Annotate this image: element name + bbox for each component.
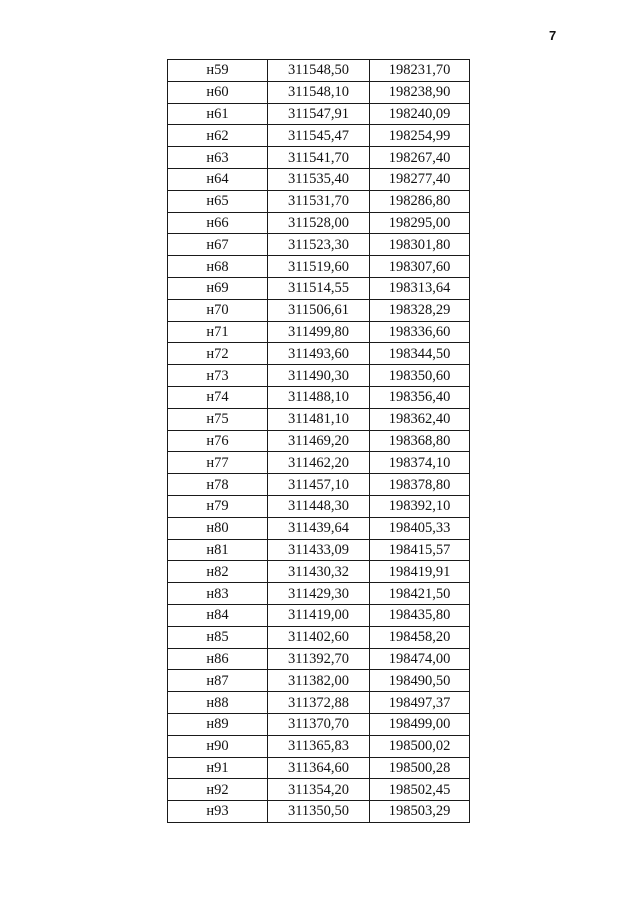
x-coordinate-cell: 311548,50	[268, 60, 370, 82]
x-coordinate-cell: 311364,60	[268, 757, 370, 779]
point-id-cell: н74	[168, 386, 268, 408]
y-coordinate-cell: 198490,50	[370, 670, 470, 692]
y-coordinate-cell: 198458,20	[370, 626, 470, 648]
y-coordinate-cell: 198392,10	[370, 495, 470, 517]
table-row	[168, 277, 470, 299]
y-coordinate-cell: 198356,40	[370, 386, 470, 408]
y-coordinate-cell: 198301,80	[370, 234, 470, 256]
point-id-cell: н60	[168, 81, 268, 103]
y-coordinate-cell: 198378,80	[370, 474, 470, 496]
table-row	[168, 212, 470, 234]
x-coordinate-cell: 311382,00	[268, 670, 370, 692]
x-coordinate-cell: 311433,09	[268, 539, 370, 561]
point-id-cell: н65	[168, 190, 268, 212]
y-coordinate-cell: 198362,40	[370, 408, 470, 430]
x-coordinate-cell: 311490,30	[268, 365, 370, 387]
x-coordinate-cell: 311545,47	[268, 125, 370, 147]
y-coordinate-cell: 198502,45	[370, 779, 470, 801]
point-id-cell: н61	[168, 103, 268, 125]
x-coordinate-cell: 311462,20	[268, 452, 370, 474]
point-id-cell: н86	[168, 648, 268, 670]
y-coordinate-cell: 198254,99	[370, 125, 470, 147]
point-id-cell: н93	[168, 801, 268, 823]
point-id-cell: н70	[168, 299, 268, 321]
x-coordinate-cell: 311548,10	[268, 81, 370, 103]
y-coordinate-cell: 198421,50	[370, 583, 470, 605]
x-coordinate-cell: 311372,88	[268, 692, 370, 714]
table-row	[168, 190, 470, 212]
point-id-cell: н75	[168, 408, 268, 430]
table-row	[168, 561, 470, 583]
x-coordinate-cell: 311439,64	[268, 517, 370, 539]
point-id-cell: н63	[168, 147, 268, 169]
x-coordinate-cell: 311370,70	[268, 713, 370, 735]
table-row	[168, 495, 470, 517]
point-id-cell: н89	[168, 713, 268, 735]
table-row	[168, 626, 470, 648]
table-row	[168, 604, 470, 626]
x-coordinate-cell: 311392,70	[268, 648, 370, 670]
table-row	[168, 168, 470, 190]
x-coordinate-cell: 311354,20	[268, 779, 370, 801]
point-id-cell: н81	[168, 539, 268, 561]
y-coordinate-cell: 198499,00	[370, 713, 470, 735]
x-coordinate-cell: 311481,10	[268, 408, 370, 430]
table-row	[168, 430, 470, 452]
point-id-cell: н62	[168, 125, 268, 147]
y-coordinate-cell: 198313,64	[370, 277, 470, 299]
coordinates-table-body	[168, 60, 470, 823]
table-row	[168, 735, 470, 757]
y-coordinate-cell: 198336,60	[370, 321, 470, 343]
y-coordinate-cell: 198500,28	[370, 757, 470, 779]
y-coordinate-cell: 198240,09	[370, 103, 470, 125]
table-row	[168, 539, 470, 561]
y-coordinate-cell: 198405,33	[370, 517, 470, 539]
x-coordinate-cell: 311493,60	[268, 343, 370, 365]
x-coordinate-cell: 311523,30	[268, 234, 370, 256]
table-row	[168, 321, 470, 343]
table-row	[168, 452, 470, 474]
coordinates-table	[167, 59, 470, 823]
x-coordinate-cell: 311430,32	[268, 561, 370, 583]
y-coordinate-cell: 198344,50	[370, 343, 470, 365]
x-coordinate-cell: 311429,30	[268, 583, 370, 605]
point-id-cell: н87	[168, 670, 268, 692]
table-row	[168, 583, 470, 605]
x-coordinate-cell: 311514,55	[268, 277, 370, 299]
x-coordinate-cell: 311541,70	[268, 147, 370, 169]
point-id-cell: н69	[168, 277, 268, 299]
y-coordinate-cell: 198503,29	[370, 801, 470, 823]
point-id-cell: н80	[168, 517, 268, 539]
point-id-cell: н92	[168, 779, 268, 801]
y-coordinate-cell: 198374,10	[370, 452, 470, 474]
table-row	[168, 256, 470, 278]
y-coordinate-cell: 198267,40	[370, 147, 470, 169]
x-coordinate-cell: 311365,83	[268, 735, 370, 757]
y-coordinate-cell: 198238,90	[370, 81, 470, 103]
point-id-cell: н72	[168, 343, 268, 365]
table-row	[168, 692, 470, 714]
x-coordinate-cell: 311457,10	[268, 474, 370, 496]
point-id-cell: н83	[168, 583, 268, 605]
y-coordinate-cell: 198231,70	[370, 60, 470, 82]
point-id-cell: н59	[168, 60, 268, 82]
point-id-cell: н90	[168, 735, 268, 757]
table-row	[168, 60, 470, 82]
table-row	[168, 757, 470, 779]
table-row	[168, 234, 470, 256]
table-row	[168, 648, 470, 670]
y-coordinate-cell: 198328,29	[370, 299, 470, 321]
page-number: 7	[549, 28, 557, 43]
point-id-cell: н73	[168, 365, 268, 387]
table-row	[168, 365, 470, 387]
y-coordinate-cell: 198435,80	[370, 604, 470, 626]
y-coordinate-cell: 198295,00	[370, 212, 470, 234]
y-coordinate-cell: 198307,60	[370, 256, 470, 278]
point-id-cell: н79	[168, 495, 268, 517]
table-row	[168, 779, 470, 801]
x-coordinate-cell: 311506,61	[268, 299, 370, 321]
point-id-cell: н76	[168, 430, 268, 452]
point-id-cell: н82	[168, 561, 268, 583]
y-coordinate-cell: 198350,60	[370, 365, 470, 387]
y-coordinate-cell: 198500,02	[370, 735, 470, 757]
table-row	[168, 343, 470, 365]
table-row	[168, 408, 470, 430]
y-coordinate-cell: 198497,37	[370, 692, 470, 714]
table-row	[168, 147, 470, 169]
point-id-cell: н68	[168, 256, 268, 278]
x-coordinate-cell: 311531,70	[268, 190, 370, 212]
table-row	[168, 670, 470, 692]
point-id-cell: н66	[168, 212, 268, 234]
y-coordinate-cell: 198415,57	[370, 539, 470, 561]
y-coordinate-cell: 198277,40	[370, 168, 470, 190]
point-id-cell: н91	[168, 757, 268, 779]
y-coordinate-cell: 198419,91	[370, 561, 470, 583]
x-coordinate-cell: 311535,40	[268, 168, 370, 190]
point-id-cell: н84	[168, 604, 268, 626]
point-id-cell: н64	[168, 168, 268, 190]
x-coordinate-cell: 311350,50	[268, 801, 370, 823]
table-row	[168, 81, 470, 103]
table-row	[168, 517, 470, 539]
point-id-cell: н67	[168, 234, 268, 256]
y-coordinate-cell: 198474,00	[370, 648, 470, 670]
x-coordinate-cell: 311528,00	[268, 212, 370, 234]
point-id-cell: н77	[168, 452, 268, 474]
table-row	[168, 299, 470, 321]
x-coordinate-cell: 311519,60	[268, 256, 370, 278]
point-id-cell: н85	[168, 626, 268, 648]
x-coordinate-cell: 311488,10	[268, 386, 370, 408]
x-coordinate-cell: 311419,00	[268, 604, 370, 626]
y-coordinate-cell: 198368,80	[370, 430, 470, 452]
point-id-cell: н88	[168, 692, 268, 714]
table-row	[168, 125, 470, 147]
table-row	[168, 801, 470, 823]
x-coordinate-cell: 311469,20	[268, 430, 370, 452]
x-coordinate-cell: 311402,60	[268, 626, 370, 648]
table-row	[168, 103, 470, 125]
point-id-cell: н78	[168, 474, 268, 496]
x-coordinate-cell: 311547,91	[268, 103, 370, 125]
x-coordinate-cell: 311448,30	[268, 495, 370, 517]
table-row	[168, 386, 470, 408]
table-row	[168, 713, 470, 735]
table-row	[168, 474, 470, 496]
x-coordinate-cell: 311499,80	[268, 321, 370, 343]
y-coordinate-cell: 198286,80	[370, 190, 470, 212]
point-id-cell: н71	[168, 321, 268, 343]
